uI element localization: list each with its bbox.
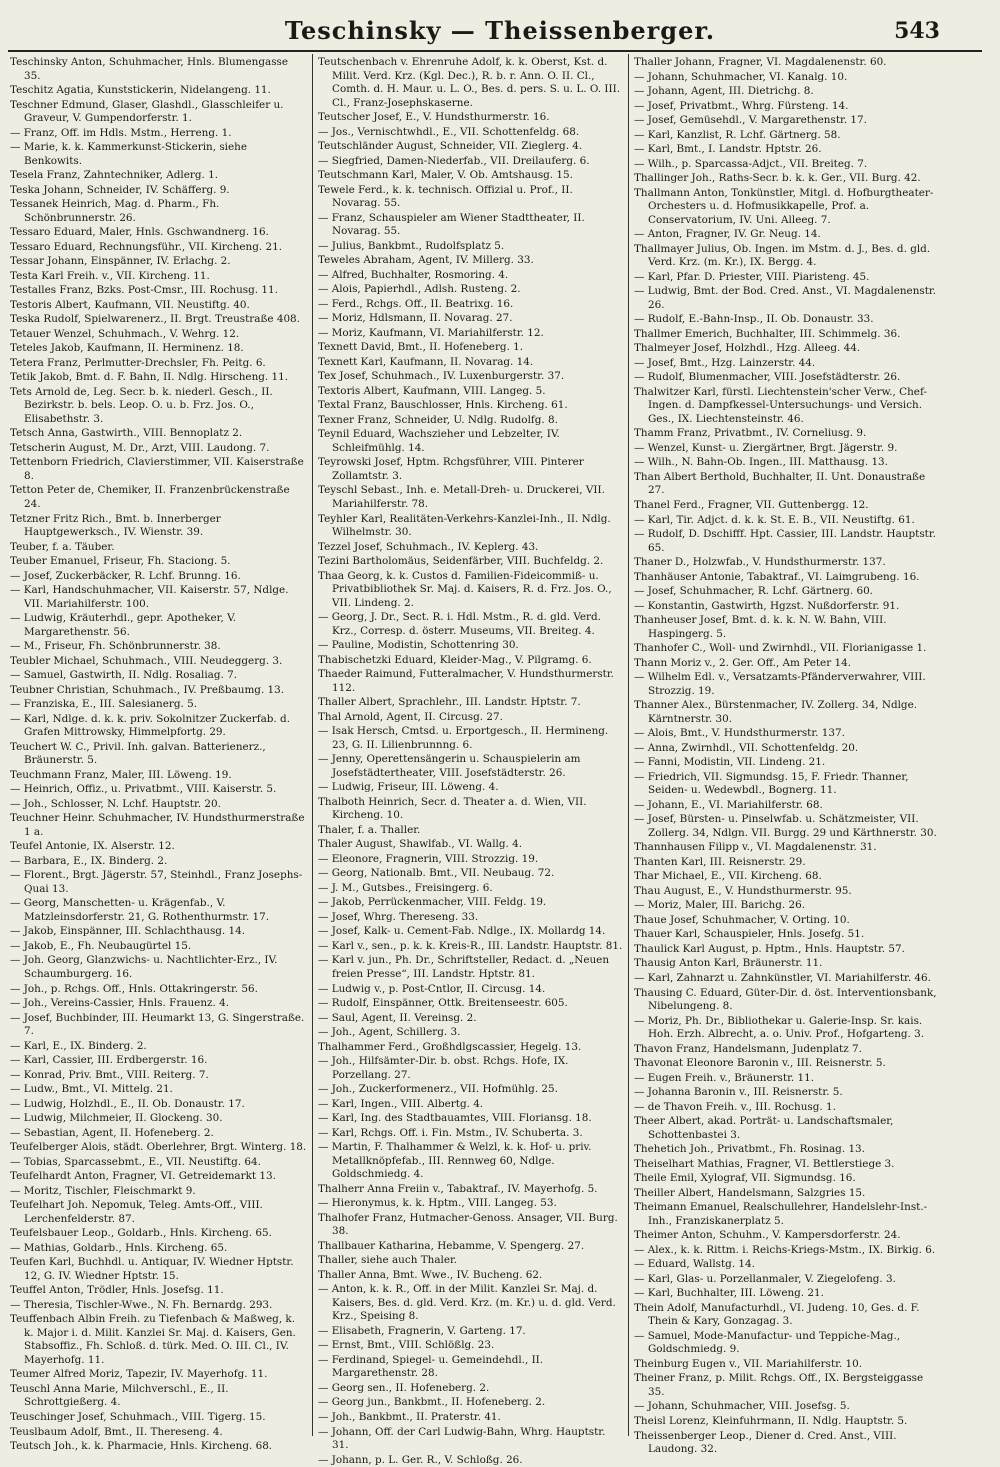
- directory-entry: — Johann, Agent, III. Dietrichg. 8.: [634, 85, 814, 98]
- directory-entry: — Pauline, Modistin, Schottenring 30.: [318, 639, 519, 652]
- directory-entry: Thallmer Emerich, Buchhalter, III. Schimmelg. 36.: [634, 327, 901, 340]
- directory-entry: Thaller Johann, Fragner, VI. Magdalenenstr. 60.: [634, 56, 887, 68]
- directory-entry: — Jakob, E., Fh. Neubaugürtel 15.: [10, 939, 192, 952]
- page-header: [0, 14, 1000, 48]
- directory-entry: — Rudolf, E.-Bahn-Insp., II. Ob. Donaustr. 33.: [634, 313, 874, 326]
- directory-entry: — Johann, Off. der Carl Ludwig-Bahn, Whrg. Hauptstr. 31.: [318, 1425, 606, 1452]
- directory-entry: — Ernst, Bmt., VIII. Schlößlg. 23.: [318, 1339, 495, 1352]
- directory-entry: Tetzner Fritz Rich., Bmt. b. Innerberger Hauptgewerksch., IV. Wienstr. 39.: [10, 512, 221, 539]
- directory-entry: Thaler August, Shawlfab., VI. Wallg. 4.: [318, 838, 523, 851]
- directory-entry: Teuchmann Franz, Maler, III. Löweng. 19.: [10, 768, 232, 781]
- directory-entry: — Karl, Zahnarzt u. Zahnkünstler, VI. Mariahilferstr. 46.: [634, 972, 931, 984]
- directory-entry: — Alfred, Buchhalter, Rosmoring. 4.: [318, 268, 509, 281]
- directory-entry: Tessaro Eduard, Rechnungsführ., VII. Kircheng. 21.: [10, 240, 283, 253]
- directory-entry: — Josef, Zuckerbäcker, R. Lchf. Brunng. 16.: [10, 569, 241, 582]
- directory-entry: Teufel Antonie, IX. Alserstr. 12.: [10, 840, 175, 853]
- directory-entry: — Ludwig, Kräuterhdl., gepr. Apotheker, V. Margarethenstr. 56.: [10, 612, 237, 638]
- directory-entry: Thaller Anna, Bmt. Wwe., IV. Bucheng. 62.: [318, 1268, 543, 1281]
- directory-entry: — Marie, k. k. Kammerkunst-Stickerin, siehe Benkowits.: [10, 141, 247, 167]
- directory-entry: Theiller Albert, Handelsmann, Salzgries 15.: [634, 1186, 866, 1199]
- directory-entry: Teschinsky Anton, Schuhmacher, Hnls. Blumengasse 35.: [10, 56, 289, 82]
- directory-entry: Theer Albert, akad. Porträt- u. Landschaftsmaler, Schottenbastei 3.: [634, 1115, 894, 1141]
- column-middle: [318, 56, 623, 1466]
- directory-entry: — Joh., Bankbmt., II. Praterstr. 41.: [318, 1410, 501, 1423]
- directory-entry: — Josef, Gemüsehdl., V. Margarethenstr. 17.: [634, 114, 867, 127]
- directory-entry: Tets Arnold de, Leg. Secr. b. k. niederl. Gesch., II. Bezirkstr. b. bels. Leop. O. u. b. Frz. Jos. O., Elisabethstr. 3.: [10, 385, 273, 425]
- directory-entry: — Karl, Pfar. D. Priester, VIII. Piaristeng. 45.: [634, 270, 870, 283]
- directory-entry: Teutschmann Karl, Maler, V. Ob. Amtshausg. 15.: [318, 169, 573, 182]
- directory-entry: Theiselhart Mathias, Fragner, VI. Bettlerstiege 3.: [634, 1157, 895, 1170]
- directory-entry: Teufen Karl, Buchhdl. u. Antiquar, IV. Wiedner Hptstr. 12, G. IV. Wiedner Hptstr. 15.: [10, 1256, 294, 1282]
- directory-entry: — Wilhelm Edl. v., Versatzamts-Pfänderverwahrer, VIII. Strozzig. 19.: [634, 671, 926, 697]
- directory-entry: Teutschländer August, Schneider, VII. Zieglerg. 4.: [318, 140, 583, 153]
- directory-entry: — Alex., k. k. Rittm. i. Reichs-Kriegs-Mstm., IX. Birkig. 6.: [634, 1243, 936, 1256]
- directory-entry: — Eduard, Wallstg. 14.: [634, 1258, 755, 1271]
- directory-entry: Teutsch Joh., k. k. Pharmacie, Hnls. Kircheng. 68.: [10, 1440, 273, 1453]
- directory-entry: Teyschl Sebast., Inh. e. Metall-Dreh- u. Druckerei, VII. Mariahilferstr. 78.: [318, 484, 605, 510]
- directory-entry: Tetsch Anna, Gastwirth., VIII. Bennoplatz 2.: [10, 427, 243, 440]
- directory-entry: Tezini Bartholomäus, Seidenfärber, VIII. Buchfeldg. 2.: [318, 555, 604, 568]
- directory-entry: Thabischetzki Eduard, Kleider-Mag., V. Pilgramg. 6.: [318, 653, 592, 666]
- directory-entry: — Karl, Ndlge. d. k. k. priv. Sokolnitzer Zuckerfab. d. Grafen Mittrowsky, Himmelpfortg. 29.: [10, 712, 290, 739]
- directory-entry: Teubner Christian, Schuhmach., IV. Preßbaumg. 13.: [10, 683, 285, 696]
- directory-entry: — Josef, Buchbinder, III. Heumarkt 13, G. Singerstraße. 7.: [10, 1011, 305, 1038]
- directory-entry: Teuchner Heinr. Schuhmacher, IV. Hundsthurmerstraße 1 a.: [10, 812, 305, 838]
- directory-entry: Teschner Edmund, Glaser, Glashdl., Glasschleifer u. Graveur, V. Gumpendorferstr. 1.: [10, 98, 284, 125]
- directory-entry: Teufelhart Joh. Nepomuk, Teleg. Amts-Off., VIII. Lerchenfelderstr. 87.: [10, 1199, 263, 1225]
- directory-entry: Textoris Albert, Kaufmann, VIII. Langeg. 5.: [318, 384, 546, 397]
- directory-entry: Teuffenbach Albin Freih. zu Tiefenbach & Maßweg, k. k. Major i. d. Milit. Kanzlei Sr. Maj. d. Kaisers, Gen. Stabsoffiz., Fh. Schloß. d. türk. Med. O. III. Cl., IV. Mayerhofg. 11.: [10, 1313, 296, 1366]
- directory-entry: Theile Emil, Xylograf, VII. Sigmundsg. 16.: [634, 1172, 856, 1185]
- directory-entry: Thau August, E., V. Hundsthurmerstr. 95.: [634, 884, 852, 897]
- directory-entry: Than Albert Berthold, Buchhalter, II. Unt. Donaustraße 27.: [634, 470, 926, 497]
- directory-entry: Theinburg Eugen v., VII. Mariahilferstr. 10.: [634, 1357, 863, 1370]
- directory-entry: — Wenzel, Kunst- u. Ziergärtner, Brgt. Jägerstr. 9.: [634, 441, 898, 454]
- directory-entry: Texnett Karl, Kaufmann, II. Novarag. 14.: [318, 355, 534, 368]
- directory-entry: — Alois, Bmt., V. Hundsthurmerstr. 137.: [634, 727, 845, 740]
- directory-entry: Thallmann Anton, Tonkünstler, Mitgl. d. Hofburgtheater-Orchesters u. d. Hofmusikkapelle, Prof. a. Conservatorium, IV. Uni. Alleeg. 7.: [634, 186, 934, 226]
- directory-entry: Thauer Karl, Schauspieler, Hnls. Josefg. 51.: [634, 928, 865, 941]
- directory-entry: — Ludwig, Bmt. der Bod. Cred. Anst., VI. Magdalenenstr. 26.: [634, 285, 937, 311]
- directory-entry: Teuschinger Josef, Schuhmach., VIII. Tigerg. 15.: [10, 1410, 266, 1423]
- directory-entry: — Fanni, Modistin, VII. Lindeng. 21.: [634, 756, 826, 769]
- directory-entry: Tetscherin August, M. Dr., Arzt, VIII. Laudong. 7.: [10, 441, 270, 454]
- directory-entry: Tessar Johann, Einspänner, IV. Erlachg. 2.: [10, 255, 231, 268]
- directory-entry: Theiner Franz, p. Milit. Rchgs. Off., IX. Bergsteiggasse 35.: [634, 1372, 924, 1398]
- directory-entry: — Franz, Schauspieler am Wiener Stadttheater, II. Novarag. 55.: [318, 211, 585, 238]
- directory-entry: Teyhler Karl, Realitäten-Verkehrs-Kanzlei-Inh., II. Ndlg. Wilhelmstr. 30.: [318, 512, 611, 539]
- directory-entry: — Karl, Glas- u. Porzellanmaler, V. Ziegelofeng. 3.: [634, 1272, 896, 1285]
- directory-entry: — Karl v. jun., Ph. Dr., Schriftsteller, Redact. d. „Neuen freien Presse“, III. Landstr. Hptstr. 81.: [318, 954, 610, 980]
- directory-entry: — Barbara, E., IX. Binderg. 2.: [10, 854, 168, 867]
- directory-entry: — Anton, Fragner, IV. Gr. Neug. 14.: [634, 228, 821, 241]
- directory-entry: Teufelberger Alois, städt. Oberlehrer, Brgt. Winterg. 18.: [10, 1141, 307, 1154]
- directory-entry: — Rudolf, Einspänner, Ottk. Breitenseestr. 605.: [318, 997, 568, 1010]
- column-divider: [628, 54, 629, 1436]
- directory-entry: Thanel Ferd., Fragner, VII. Guttenbergg. 12.: [634, 498, 869, 511]
- directory-entry: — Josef, Bmt., Hzg. Lainzerstr. 44.: [634, 356, 816, 369]
- directory-entry: — Karl, Buchhalter, III. Löweng. 21.: [634, 1287, 824, 1300]
- directory-entry: — Joh., Schlosser, N. Lchf. Hauptstr. 20.: [10, 797, 221, 810]
- directory-entry: Thavon Franz, Handelsmann, Judenplatz 7.: [634, 1042, 862, 1055]
- directory-entry: — Georg jun., Bankbmt., II. Hofeneberg. 2.: [318, 1396, 546, 1409]
- directory-entry: — Jenny, Operettensängerin u. Schauspielerin am Josefstädtertheater, VIII. Josefstädterstr. 26.: [318, 753, 581, 779]
- directory-entry: — M., Friseur, Fh. Schönbrunnerstr. 38.: [10, 640, 221, 653]
- directory-entry: — Florent., Brgt. Jägerstr. 57, Steinhdl., Franz Josephs-Quai 13.: [10, 869, 303, 895]
- page-title: Teschinsky — Theissenberger.: [284, 16, 716, 45]
- directory-entry: Thausig Anton Karl, Bräunerstr. 11.: [634, 957, 823, 970]
- directory-entry: Thalhammer Ferd., Großhdlgscassier, Hegelg. 13.: [318, 1040, 582, 1053]
- directory-entry: — Anton, k. k. R., Off. in der Milit. Kanzlei Sr. Maj. d. Kaisers, Bes. d. gld. Verd. Krz. (m. Kr.) u. d. gld. Verd. Krz., Speising 8.: [318, 1283, 616, 1323]
- directory-entry: — Ludw., Bmt., VI. Mittelg. 21.: [10, 1083, 173, 1096]
- directory-entry: Thanheuser Josef, Bmt. d. k. k. N. W. Bahn, VIII. Haspingerg. 5.: [634, 614, 887, 640]
- directory-entry: Teuschl Anna Marie, Milchverschl., E., II. Schrottgießerg. 4.: [10, 1382, 229, 1409]
- directory-entry: — Mathias, Goldarb., Hnls. Kircheng. 65.: [10, 1241, 228, 1254]
- directory-entry: — Eleonore, Fragnerin, VIII. Strozzig. 19.: [318, 852, 539, 865]
- directory-entry: — Josef, Privatbmt., Whrg. Fürsteng. 14.: [634, 99, 849, 112]
- directory-entry: Theisl Lorenz, Kleinfuhrmann, II. Ndlg. Hauptstr. 5.: [634, 1414, 908, 1427]
- directory-entry: Testa Karl Freih. v., VII. Kircheng. 11.: [10, 269, 210, 282]
- directory-entry: Theissenberger Leop., Diener d. Cred. Anst., VIII. Laudong. 32.: [634, 1429, 897, 1456]
- directory-entry: Thannhausen Filipp v., VI. Magdalenenstr. 31.: [634, 841, 877, 854]
- directory-entry: Thanhofer C., Woll- und Zwirnhdl., VII. Florianigasse 1.: [634, 642, 927, 655]
- directory-entry: Tessaro Eduard, Maler, Hnls. Gschwandnerg. 16.: [10, 226, 269, 239]
- directory-entry: — Moriz, Kaufmann, VI. Mariahilferstr. 12.: [318, 326, 544, 339]
- directory-entry: — Karl, Kanzlist, R. Lchf. Gärtnerg. 58.: [634, 128, 841, 141]
- directory-entry: — Karl v., sen., p. k. k. Kreis-R., III. Landstr. Hauptstr. 81.: [318, 939, 623, 952]
- directory-entry: Tezzel Josef, Schuhmach., IV. Keplerg. 43.: [318, 540, 539, 553]
- directory-entry: Tessanek Heinrich, Mag. d. Pharm., Fh. Schönbrunnerstr. 26.: [10, 198, 220, 224]
- directory-entry: — Karl, Rchgs. Off. i. Fin. Mstm., IV. Schuberta. 3.: [318, 1126, 583, 1139]
- directory-entry: — Johanna Baronin v., III. Reisnerstr. 5.: [634, 1086, 843, 1099]
- header-rule: [8, 50, 982, 52]
- directory-entry: Thavonat Eleonore Baronin v., III. Reisnerstr. 5.: [634, 1057, 886, 1070]
- directory-entry: Teuffel Anton, Trödler, Hnls. Josefsg. 11.: [10, 1284, 224, 1297]
- directory-entry: — Karl, Tir. Adjct. d. k. k. St. E. B., VII. Neustiftg. 61.: [634, 513, 915, 526]
- directory-entry: Teufelhardt Anton, Fragner, VI. Getreidemarkt 13.: [10, 1170, 276, 1183]
- directory-entry: — Ferdinand, Spiegel- u. Gemeindehdl., II. Margarethenstr. 28.: [318, 1353, 544, 1380]
- directory-entry: — Moriz, Maler, III. Barichg. 26.: [634, 899, 806, 912]
- directory-entry: — Martin, F. Thalhammer & Welzl, k. k. Hof- u. priv. Metallknöpfefab., III. Rennweg 60, Ndlge. Goldschmiedg. 4.: [318, 1141, 592, 1181]
- directory-entry: — Wilh., p. Sparcassa-Adjct., VII. Breiteg. 7.: [634, 157, 868, 170]
- directory-entry: — Karl, Ingen., VIII. Albertg. 4.: [318, 1097, 484, 1110]
- directory-entry: Thausing C. Eduard, Güter-Dir. d. öst. Interventionsbank, Nibelungeng. 8.: [634, 986, 937, 1013]
- directory-entry: — Joh., Agent, Schillerg. 3.: [318, 1026, 461, 1039]
- directory-entry: Tesela Franz, Zahntechniker, Adlerg. 1.: [10, 169, 219, 182]
- directory-entry: Tex Josef, Schuhmach., IV. Luxenburgerstr. 37.: [318, 370, 565, 383]
- directory-entry: — Karl, Bmt., I. Landstr. Hptstr. 26.: [634, 143, 822, 156]
- directory-entry: Teutschenbach v. Ehrenruhe Adolf, k. k. Oberst, Kst. d. Milit. Verd. Krz. (Kgl. Dec.), R. b. r. Ann. O. II. Cl., Comth. d. H. Maur. u. L. O., Bes. d. pers. S. u. L. O. III. Cl., Franz-Josephskaserne.: [318, 56, 621, 109]
- directory-entry: Thaller Albert, Sprachlehr., III. Landstr. Hptstr. 7.: [318, 696, 581, 709]
- directory-entry: Thann Moriz v., 2. Ger. Off., Am Peter 14.: [634, 656, 851, 669]
- directory-entry: Thar Michael, E., VII. Kircheng. 68.: [634, 870, 822, 883]
- directory-entry: Teuchert W. C., Privil. Inh. galvan. Batterienerz., Bräunerstr. 5.: [10, 740, 266, 767]
- directory-entry: — Karl, E., IX. Binderg. 2.: [10, 1039, 147, 1052]
- directory-entry: Thanhäuser Antonie, Tabaktraf., VI. Laimgrubeng. 16.: [634, 570, 920, 583]
- directory-entry: — Josef, Whrg. Thereseng. 33.: [318, 910, 479, 923]
- directory-entry: — Friedrich, VII. Sigmundsg. 15, F. Friedr. Thanner, Seiden- u. Wedewbdl., Bognerg. 11.: [634, 770, 909, 797]
- directory-entry: Teyrowski Josef, Hptm. Rchgsführer, VIII. Pinterer Zollamtstr. 3.: [318, 456, 584, 482]
- directory-entry: — Karl, Ing. des Stadtbauamtes, VIII. Floriansg. 18.: [318, 1112, 592, 1125]
- directory-entry: — Joh., Hilfsämter-Dir. b. obst. Rchgs. Hofe, IX. Porzellang. 27.: [318, 1055, 569, 1081]
- directory-entry: Thalwitzer Karl, fürstl. Liechtenstein'scher Verw., Chef-Ingen. d. Dampfkessel-Untersuchungs- und Versich. Ges., IX. Liechtensteinstr. 46.: [634, 385, 927, 425]
- directory-entry: Thallbauer Katharina, Hebamme, V. Spengerg. 27.: [318, 1239, 585, 1252]
- directory-entry: Thaller, siehe auch Thaler.: [318, 1254, 458, 1267]
- directory-entry: Tetton Peter de, Chemiker, II. Franzenbrückenstraße 24.: [10, 484, 290, 510]
- directory-entry: Thaner D., Holzwfab., V. Hundsthurmerstr. 137.: [634, 556, 886, 569]
- column-left: [10, 56, 307, 1453]
- directory-entry: Theimann Emanuel, Realschullehrer, Handelslehr-Inst.-Inh., Franziskanerplatz 5.: [634, 1201, 928, 1227]
- directory-entry: — Georg, J. Dr., Sect. R. i. Hdl. Mstm., R. d. gld. Verd. Krz., Corresp. d. österr. Museums, VII. Breiteg. 4.: [318, 611, 601, 637]
- directory-entry: Testalles Franz, Bzks. Post-Cmsr., III. Rochusg. 11.: [10, 284, 278, 297]
- directory-entry: — Josef, Kalk- u. Cement-Fab. Ndlge., IX. Mollardg 14.: [318, 925, 606, 938]
- directory-entry: — Isak Hersch, Cmtsd. u. Erportgesch., II. Hermineng. 23, G. II. Lilienbrunnng. 6.: [318, 725, 609, 751]
- directory-entry: — J. M., Gutsbes., Freisingerg. 6.: [318, 881, 493, 894]
- directory-entry: Thamm Franz, Privatbmt., IV. Corneliusg. 9.: [634, 427, 867, 440]
- directory-entry: — Franziska, E., III. Salesianerg. 5.: [10, 698, 198, 711]
- directory-entry: — Ferd., Rchgs. Off., II. Beatrixg. 16.: [318, 297, 514, 310]
- directory-entry: Teuslbaum Adolf, Bmt., II. Thereseng. 4.: [10, 1425, 223, 1438]
- directory-entry: Thallinger Joh., Raths-Secr. b. k. k. Ger., VII. Burg. 42.: [634, 172, 921, 185]
- directory-entry: — Ludwig, Friseur, III. Löweng. 4.: [318, 781, 499, 794]
- directory-entry: — Alois, Papierhdl., Adlsh. Rusteng. 2.: [318, 283, 521, 296]
- directory-entry: — Rudolf, Blumenmacher, VIII. Josefstädterstr. 26.: [634, 371, 901, 384]
- directory-entry: — Jakob, Einspänner, III. Schlachthausg. 14.: [10, 925, 246, 938]
- directory-entry: — Ludwig, Holzhdl., E., II. Ob. Donaustr. 17.: [10, 1097, 245, 1110]
- directory-entry: Textal Franz, Bauschlosser, Hnls. Kircheng. 61.: [318, 399, 568, 412]
- directory-entry: Theimer Anton, Schuhm., V. Kampersdorferstr. 24.: [634, 1229, 901, 1242]
- directory-entry: — Tobias, Sparcassebmt., E., VII. Neustiftg. 64.: [10, 1155, 261, 1168]
- directory-entry: Tettenborn Friedrich, Clavierstimmer, VII. Kaiserstraße 8.: [10, 456, 304, 482]
- directory-entry: Thal Arnold, Agent, II. Circusg. 27.: [318, 710, 503, 723]
- directory-entry: Thalherr Anna Freiin v., Tabaktraf., IV. Mayerhofg. 5.: [318, 1182, 598, 1195]
- directory-entry: Thaler, f. a. Thaller.: [318, 823, 421, 836]
- directory-entry: — Joh., Vereins-Cassier, Hnls. Frauenz. 4.: [10, 997, 230, 1010]
- directory-entry: — Joh., p. Rchgs. Off., Hnls. Ottakringerstr. 56.: [10, 982, 258, 995]
- directory-entry: Texnett David, Bmt., II. Hofeneberg. 1.: [318, 341, 524, 354]
- directory-entry: — Samuel, Gastwirth, II. Ndlg. Rosaliag. 7.: [10, 669, 238, 682]
- directory-entry: Testoris Albert, Kaufmann, VII. Neustiftg. 40.: [10, 298, 250, 311]
- directory-entry: Teuber, f. a. Täuber.: [10, 540, 115, 553]
- directory-entry: — Siegfried, Damen-Niederfab., VII. Dreilauferg. 6.: [318, 154, 590, 167]
- directory-entry: — Moriz, Ph. Dr., Bibliothekar u. Galerie-Insp. Sr. kais. Hoh. Erzh. Albrecht, a. o. Univ. Prof., Hofgarteng. 3.: [634, 1014, 925, 1041]
- directory-entry: Thehetich Joh., Privatbmt., Fh. Rosinag. 13.: [634, 1143, 865, 1156]
- directory-entry: — Jos., Vernischtwhdl., E., VII. Schottenfeldg. 68.: [318, 125, 580, 138]
- directory-entry: — Eugen Freih. v., Bräunerstr. 11.: [634, 1071, 815, 1084]
- directory-entry: Teteles Jakob, Kaufmann, II. Herminenz. 18.: [10, 342, 244, 355]
- directory-entry: Thaulick Karl August, p. Hptm., Hnls. Hauptstr. 57.: [634, 942, 905, 955]
- directory-entry: Thanner Alex., Bürstenmacher, IV. Zollerg. 34, Ndlge. Kärntnerstr. 30.: [634, 699, 918, 725]
- directory-entry: — Moritz, Tischler, Fleischmarkt 9.: [10, 1184, 196, 1197]
- directory-entry: Teufelsbauer Leop., Goldarb., Hnls. Kircheng. 65.: [10, 1227, 272, 1240]
- directory-entry: Teutscher Josef, E., V. Hundsthurmerstr. 16.: [318, 111, 550, 124]
- directory-entry: Thaa Georg, k. k. Custos d. Familien-Fideicommiß- u. Privatbibliothek Sr. Maj. d. Kaisers, R. d. Frz. Jos. O., VII. Lindeng. 2.: [318, 569, 612, 609]
- directory-entry: Teubler Michael, Schuhmach., VIII. Neudeggerg. 3.: [10, 654, 283, 667]
- directory-entry: — Ludwig v., p. Post-Cntlor, II. Circusg. 14.: [318, 982, 546, 995]
- directory-entry: — Konstantin, Gastwirth, Hgzst. Nußdorferstr. 91.: [634, 599, 900, 612]
- directory-entry: Thallmayer Julius, Ob. Ingen. im Mstm. d. J., Bes. d. gld. Verd. Krz. (m. Kr.), IX. Bergg. 4.: [634, 242, 931, 269]
- directory-entry: — Rudolf, D. Dschifff. Hpt. Cassier, III. Landstr. Hauptstr. 65.: [634, 528, 936, 554]
- directory-entry: Thalmeyer Josef, Holzhdl., Hzg. Alleeg. 44.: [634, 342, 861, 355]
- directory-entry: — Jakob, Perrückenmacher, VIII. Feldg. 19.: [318, 896, 547, 909]
- directory-entry: Teynil Eduard, Wachszieher und Lebzelter, IV. Schleifmühlg. 14.: [318, 428, 560, 454]
- directory-entry: — Joh. Georg, Glanzwichs- u. Nachtlichter-Erz., IV. Schaumburgerg. 16.: [10, 954, 278, 980]
- directory-entry: — Hieronymus, k. k. Hptm., VIII. Langeg. 53.: [318, 1197, 557, 1210]
- column-right: [634, 56, 942, 1456]
- directory-entry: Thalhofer Franz, Hutmacher-Genoss. Ansager, VII. Burg. 38.: [318, 1211, 618, 1238]
- column-divider: [312, 54, 313, 1436]
- directory-entry: — Josef, Bürsten- u. Pinselwfab. u. Schätzmeister, VII. Zollerg. 34, Ndlgn. VII. Burgg. 29 und Kärthnerstr. 30.: [634, 813, 937, 839]
- directory-entry: — Wilh., N. Bahn-Ob. Ingen., III. Matthausg. 13.: [634, 456, 888, 469]
- directory-entry: — Georg, Manschetten- u. Krägenfab., V. Matzleinsdorferstr. 21, G. Rothenthurmstr. 17.: [10, 897, 270, 923]
- directory-entry: — Moriz, Hdlsmann, II. Novarag. 27.: [318, 312, 513, 325]
- directory-entry: — Elisabeth, Fragnerin, V. Garteng. 17.: [318, 1324, 526, 1337]
- directory-entry: — Heinrich, Offiz., u. Privatbmt., VIII. Kaiserstr. 5.: [10, 783, 277, 796]
- directory-entry: — Johann, p. L. Ger. R., V. Schloßg. 26.: [318, 1453, 523, 1466]
- directory-entry: — Saul, Agent, II. Vereinsg. 2.: [318, 1011, 477, 1024]
- directory-entry: Thaeder Raimund, Futteralmacher, V. Hundsthurmerstr. 112.: [318, 668, 614, 694]
- directory-entry: Tewele Ferd., k. k. technisch. Offizial u. Prof., II. Novarag. 55.: [318, 183, 573, 210]
- directory-entry: — Julius, Bankbmt., Rudolfsplatz 5.: [318, 239, 505, 252]
- directory-entry: Thanten Karl, III. Reisnerstr. 29.: [634, 855, 806, 868]
- directory-entry: — Joh., Zuckerformenerz., VII. Hofmühlg. 25.: [318, 1083, 558, 1096]
- directory-entry: Tetauer Wenzel, Schuhmach., V. Wehrg. 12.: [10, 327, 240, 340]
- directory-entry: Teska Rudolf, Spielwarenerz., II. Brgt. Treustraße 408.: [10, 313, 300, 326]
- directory-entry: — Konrad, Priv. Bmt., VIII. Reiterg. 7.: [10, 1068, 209, 1081]
- directory-entry: — Josef, Schuhmacher, R. Lchf. Gärtnerg. 60.: [634, 585, 873, 598]
- directory-entry: — Johann, E., VI. Mariahilferstr. 68.: [634, 798, 823, 811]
- directory-entry: Teumer Alfred Moriz, Tapezir, IV. Mayerhofg. 11.: [10, 1368, 268, 1381]
- directory-entry: — Karl, Handschuhmacher, VII. Kaiserstr. 57, Ndlge. VII. Mariahilferstr. 100.: [10, 584, 289, 610]
- directory-entry: — de Thavon Freih. v., III. Rochusg. 1.: [634, 1100, 836, 1113]
- directory-entry: Texner Franz, Schneider, U. Ndlg. Rudolfg. 8.: [318, 413, 558, 426]
- directory-entry: Teweles Abraham, Agent, IV. Millerg. 33.: [318, 254, 534, 267]
- directory-entry: — Ludwig, Milchmeier, II. Glockeng. 30.: [10, 1112, 223, 1125]
- directory-entry: — Theresia, Tischler-Wwe., N. Fh. Bernardg. 293.: [10, 1298, 273, 1311]
- directory-entry: — Franz, Off. im Hdls. Mstm., Herreng. 1.: [10, 126, 232, 139]
- directory-entry: — Johann, Schuhmacher, VIII. Josefsg. 5.: [634, 1400, 850, 1413]
- directory-entry: Thalboth Heinrich, Secr. d. Theater a. d. Wien, VII. Kircheng. 10.: [318, 795, 587, 822]
- directory-entry: — Anna, Zwirnhdl., VII. Schottenfeldg. 20.: [634, 741, 859, 754]
- directory-entry: Teschitz Agatia, Kunststickerin, Nidelangeng. 11.: [10, 84, 271, 97]
- directory-entry: — Sebastian, Agent, II. Hofeneberg. 2.: [10, 1126, 214, 1139]
- directory-entry: — Johann, Schuhmacher, VI. Kanalg. 10.: [634, 70, 848, 83]
- directory-entry: Teuber Emanuel, Friseur, Fh. Staciong. 5.: [10, 555, 231, 568]
- directory-entry: Tetera Franz, Perlmutter-Drechsler, Fh. Peitg. 6.: [10, 356, 266, 369]
- directory-entry: Tetik Jakob, Bmt. d. F. Bahn, II. Ndlg. Hirscheng. 11.: [10, 371, 289, 384]
- directory-entry: Thein Adolf, Manufacturhdl., VI. Judeng. 10, Ges. d. F. Thein & Kary, Gonzagag. 3.: [634, 1301, 920, 1328]
- directory-entry: — Georg, Nationalb. Bmt., VII. Neubaug. 72.: [318, 867, 555, 880]
- directory-entry: Thaue Josef, Schuhmacher, V. Orting. 10.: [634, 913, 850, 926]
- directory-entry: — Georg sen., II. Hofeneberg. 2.: [318, 1381, 490, 1394]
- directory-entry: — Karl, Cassier, III. Erdbergerstr. 16.: [10, 1054, 208, 1067]
- directory-entry: Teska Johann, Schneider, IV. Schäfferg. 9.: [10, 183, 230, 196]
- directory-entry: — Samuel, Mode-Manufactur- und Teppiche-Mag., Goldschmiedg. 9.: [634, 1329, 901, 1356]
- page-number: 543: [894, 18, 940, 44]
